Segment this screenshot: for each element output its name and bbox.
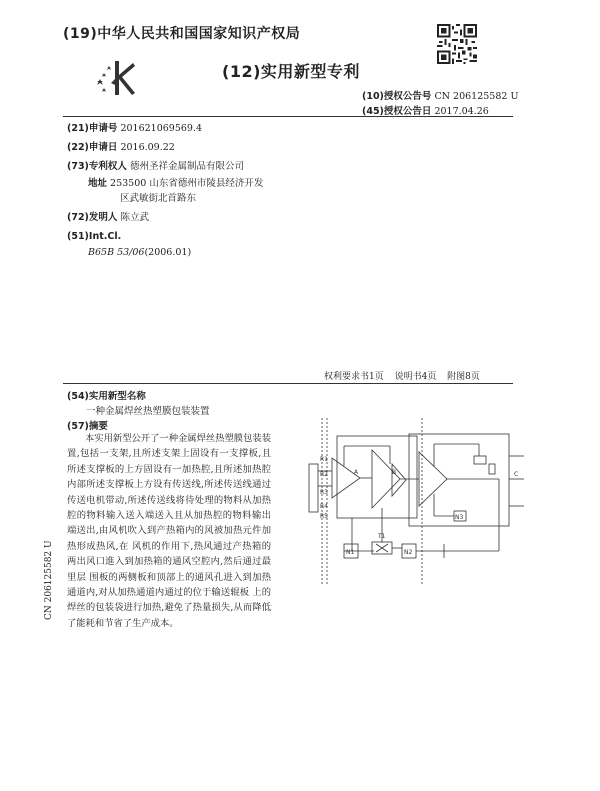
fig-label-t1: T1 bbox=[378, 533, 386, 540]
page-counts: 权利要求书1页 说明书4页 附图8页 bbox=[324, 372, 480, 382]
patent-owner bbox=[67, 160, 244, 173]
ipc-code: B65B 53/06 bbox=[88, 247, 145, 258]
qr-code-icon bbox=[437, 24, 477, 64]
abstract-text: 本实用新型公开了一种金属焊丝热塑膜包装装置,包括一支架,且所述支架上固设有一支撑板,且所述支撑板的上方固设有一加热腔,且所述加热腔内部所述支撑板上方设有传送线,所述传送线通过传送电机带动,所述传送线将待处理的物料从加热腔的物料输入送入端送入且从加热腔的物料输出端送出,由风机吹入到产热箱内的风被加热元件加热形成热风,在 风机的作用下,热风通过产热箱的两出风口進入到加热箱的通风空腔内,然后通过最里层 围板的两侧板和顶部上的通风孔进入到加热通道内,对从加热通道内通过的位于输送辊板 上的焊丝的包装袋进行加热,避免了热量损失,从而降低了能耗和节省了生产成本。 bbox=[67, 433, 271, 629]
fig-label-a: A bbox=[354, 469, 359, 476]
utility-model-title-label bbox=[67, 390, 146, 403]
application-date-value: 2016.09.22 bbox=[120, 142, 175, 153]
fig-label-r2: R2 bbox=[320, 471, 328, 478]
utility-model-title: 一种金属焊丝热塑膜包装装置 bbox=[86, 406, 210, 417]
patent-owner-label: (73)专利权人 bbox=[67, 161, 127, 172]
section-divider bbox=[63, 383, 513, 384]
publication-date bbox=[362, 103, 489, 117]
document-type: (12)实用新型专利 bbox=[222, 62, 360, 81]
ipc-label bbox=[67, 230, 121, 243]
inventor-label: (72)发明人 bbox=[67, 212, 118, 223]
cnipa-logo-icon bbox=[93, 55, 139, 101]
side-patent-number: CN 206125582 U bbox=[44, 540, 54, 620]
application-number bbox=[67, 122, 202, 135]
publication-number-label: (10)授权公告号 bbox=[362, 91, 432, 102]
publication-number-value: CN 206125582 U bbox=[434, 91, 519, 102]
fig-label-r5: R5 bbox=[320, 513, 328, 520]
fig-label-r3: R3 bbox=[320, 489, 328, 496]
ipc-label-text: (51)Int.Cl. bbox=[67, 231, 122, 242]
fig-label-n3: N3 bbox=[455, 514, 464, 521]
circuit-figure bbox=[284, 416, 524, 586]
application-date-label: (22)申请日 bbox=[67, 142, 118, 153]
owner-address-label: 地址 bbox=[88, 178, 108, 189]
office-name: (19)中华人民共和国国家知识产权局 bbox=[63, 26, 301, 42]
patent-owner-value: 德州圣祥金属制品有限公司 bbox=[129, 161, 244, 172]
abstract-label-text: (57)摘要 bbox=[67, 421, 108, 432]
ipc-classification bbox=[88, 247, 191, 258]
header-divider bbox=[63, 116, 513, 117]
fig-label-b: B bbox=[392, 469, 397, 476]
application-date bbox=[67, 141, 175, 154]
ipc-version: (2006.01) bbox=[144, 247, 192, 258]
owner-address-line2: 区武敏街北首路东 bbox=[120, 193, 197, 204]
owner-address bbox=[88, 177, 263, 190]
inventor bbox=[67, 211, 149, 224]
fig-label-c: C bbox=[514, 471, 519, 478]
publication-date-label: (45)授权公告日 bbox=[362, 106, 432, 117]
fig-label-r1: R1 bbox=[320, 456, 328, 463]
publication-number bbox=[362, 88, 518, 102]
fig-label-r4: R4 bbox=[320, 503, 328, 510]
application-number-label: (21)申请号 bbox=[67, 123, 118, 134]
owner-address-line1: 253500 山东省德州市陵县经济开发 bbox=[110, 178, 264, 189]
application-number-value: 201621069569.4 bbox=[120, 123, 203, 134]
fig-label-n2: N2 bbox=[404, 549, 413, 556]
fig-label-n1: N1 bbox=[346, 549, 355, 556]
title-label-text: (54)实用新型名称 bbox=[67, 391, 146, 402]
publication-date-value: 2017.04.26 bbox=[434, 106, 489, 117]
inventor-value: 陈立武 bbox=[120, 212, 149, 223]
